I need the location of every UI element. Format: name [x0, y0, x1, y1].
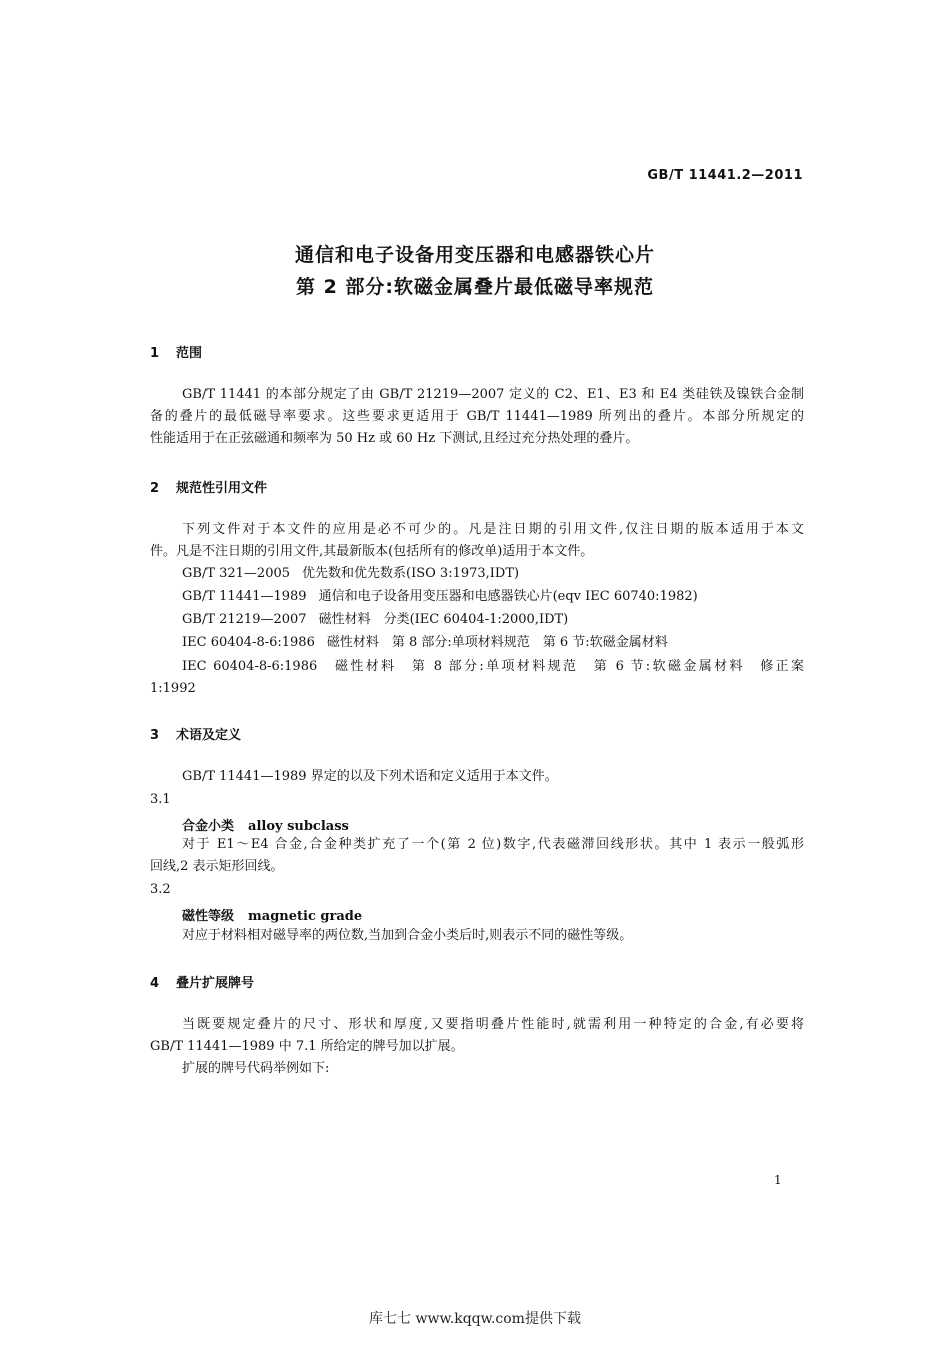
definition-line: 对于 E1～E4 合金,合金种类扩充了一个(第 2 位)数字,代表磁滞回线形状。其中 1 表示一般弧形: [182, 837, 804, 852]
reference-code: GB/T 11441—1989: [182, 589, 307, 604]
reference-title: 磁性材料 分类(IEC 60404-1:2000,IDT): [318, 612, 569, 627]
document-title-line-1: 通信和电子设备用变压器和电感器铁心片: [294, 244, 655, 266]
section-number: 4: [150, 976, 160, 991]
section-number: 3: [150, 728, 160, 743]
paragraph-line: 当既要规定叠片的尺寸、形状和厚度,又要指明叠片性能时,就需利用一种特定的合金,有必要将: [182, 1017, 804, 1032]
reference-continuation: 1:1992: [150, 681, 196, 696]
paragraph-line: 性能适用于在正弦磁通和频率为 50 Hz 或 60 Hz 下测试,且经过充分热处理的叠片。: [150, 431, 639, 446]
paragraph-line: 备的叠片的最低磁导率要求。这些要求更适用于 GB/T 11441—1989 所列出的叠片。本部分所规定的: [150, 409, 804, 424]
term-number: 3.1: [150, 792, 171, 807]
reference-code: IEC 60404-8-6:1986: [182, 635, 315, 650]
reference-item: [182, 632, 668, 654]
section-4-heading: [150, 972, 254, 991]
section-1-heading: [150, 342, 202, 361]
term-heading: [182, 815, 349, 834]
term-zh: 磁性等级: [182, 909, 235, 924]
section-2-heading: [150, 477, 267, 496]
paragraph-line: GB/T 11441 的本部分规定了由 GB/T 21219—2007 定义的 C2、E1、E3 和 E4 类硅铁及镍铁合金制: [182, 387, 804, 402]
definition-line: 对应于材料相对磁导率的两位数,当加到合金小类后时,则表示不同的磁性等级。: [182, 928, 633, 943]
reference-code: GB/T 21219—2007: [182, 612, 307, 627]
page-number: 1: [774, 1173, 782, 1187]
paragraph-line: GB/T 11441—1989 中 7.1 所给定的牌号加以扩展。: [150, 1039, 464, 1054]
download-footer: 库七七 www.kqqw.com提供下载: [369, 1311, 581, 1327]
reference-item: [182, 586, 698, 608]
reference-item: IEC 60404-8-6:1986 磁性材料 第 8 部分:单项材料规范 第 6 节:软磁金属材料 修正案: [182, 659, 804, 674]
term-en: alloy subclass: [248, 819, 349, 834]
section-3-heading: [150, 724, 241, 743]
term-heading: [182, 905, 362, 924]
standard-number: GB/T 11441.2—2011: [647, 168, 803, 183]
term-en: magnetic grade: [248, 909, 363, 924]
term-number: 3.2: [150, 882, 171, 897]
term-zh: 合金小类: [182, 819, 235, 834]
section-title: 范围: [176, 346, 203, 361]
section-title: 叠片扩展牌号: [176, 976, 255, 991]
section-title: 术语及定义: [176, 728, 242, 743]
reference-title: 通信和电子设备用变压器和电感器铁心片(eqv IEC 60740:1982): [318, 589, 698, 604]
paragraph-line: GB/T 11441—1989 界定的以及下列术语和定义适用于本文件。: [182, 769, 558, 784]
reference-item: [182, 563, 519, 585]
reference-title: 磁性材料 第 8 部分:单项材料规范 第 6 节:软磁金属材料: [326, 635, 668, 650]
reference-item: [182, 609, 568, 631]
paragraph-line: 扩展的牌号代码举例如下:: [182, 1061, 330, 1076]
paragraph-line: 件。凡是不注日期的引用文件,其最新版本(包括所有的修改单)适用于本文件。: [150, 544, 594, 559]
reference-code: GB/T 321—2005: [182, 566, 291, 581]
section-number: 2: [150, 481, 160, 496]
reference-title: 优先数和优先数系(ISO 3:1973,IDT): [302, 566, 520, 581]
definition-line: 回线,2 表示矩形回线。: [150, 859, 284, 874]
paragraph-line: 下列文件对于本文件的应用是必不可少的。凡是注日期的引用文件,仅注日期的版本适用于本文: [182, 522, 804, 537]
section-number: 1: [150, 346, 160, 361]
document-title-line-2: 第 2 部分:软磁金属叠片最低磁导率规范: [295, 276, 655, 298]
section-title: 规范性引用文件: [176, 481, 268, 496]
